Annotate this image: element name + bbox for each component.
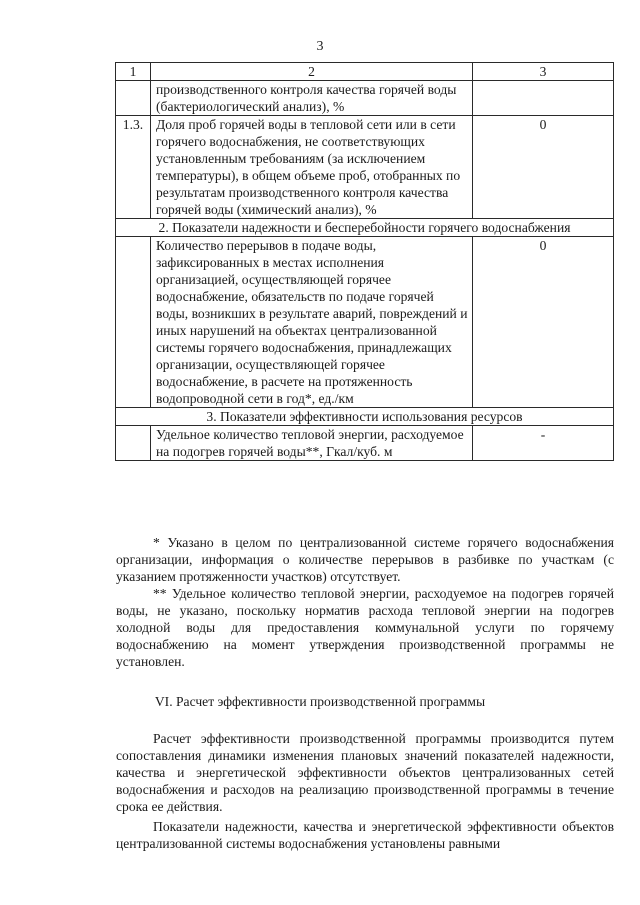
row-number-cell xyxy=(116,426,151,461)
table-header-cell: 2 xyxy=(151,63,473,81)
table-header-row xyxy=(116,63,614,81)
row-number-cell xyxy=(116,81,151,116)
body-text xyxy=(116,730,614,855)
page-number: 3 xyxy=(316,39,324,54)
table-row xyxy=(116,426,614,461)
footnote: ** Удельное количество тепловой энергии, расходуемое на подогрев горячей воды, не указано, поскольку норматив расхода тепловой энергии на подогрев холодной воды для предоставления коммунальной услуги по горячему водоснабжению на момент утверждения производственной программы не установлен. xyxy=(116,586,614,669)
indicator-cell: производственного контроля качества горячей воды (бактериологический анализ), % xyxy=(151,81,473,116)
table-section-row xyxy=(116,408,614,426)
section-heading: VI. Расчет эффективности производственной программы xyxy=(154,694,486,709)
table-row xyxy=(116,237,614,408)
row-number-cell xyxy=(116,237,151,408)
paragraph: Расчет эффективности производственной программы производится путем сопоставления динамики изменения плановых значений показателей надежности, качества и энергетической эффективности объектов централизованных сетей водоснабжения и расходов на реализацию производственной программы в течение срока ее действия. xyxy=(116,731,614,814)
section-title: 3. Показатели эффективности использования ресурсов xyxy=(116,408,614,426)
value-cell: 0 xyxy=(473,116,614,219)
row-number-cell: 1.3. xyxy=(116,116,151,219)
table-row xyxy=(116,116,614,219)
section-title: 2. Показатели надежности и бесперебойности горячего водоснабжения xyxy=(116,219,614,237)
value-cell xyxy=(473,81,614,116)
paragraph: Показатели надежности, качества и энергетической эффективности объектов централизованной системы водоснабжения установлены равными xyxy=(116,819,614,851)
table-row xyxy=(116,81,614,116)
table-header-cell: 3 xyxy=(473,63,614,81)
table-header-cell: 1 xyxy=(116,63,151,81)
indicator-cell: Удельное количество тепловой энергии, расходуемое на подогрев горячей воды**, Гкал/куб. м xyxy=(151,426,473,461)
indicator-cell: Доля проб горячей воды в тепловой сети или в сети горячего водоснабжения, не соответствующих установленным требованиям (за исключением температуры), в общем объеме проб, отобранных по результатам производственного контроля качества горячей воды (химический анализ), % xyxy=(151,116,473,219)
value-cell: 0 xyxy=(473,237,614,408)
indicators-table xyxy=(115,62,614,461)
value-cell: - xyxy=(473,426,614,461)
indicator-cell: Количество перерывов в подаче воды, зафиксированных в местах исполнения организацией, осуществляющей горячее водоснабжение, обязательств по подаче горячей воды, возникших в результате аварий, повреждений и иных нарушений на объектах централизованной системы горячего водоснабжения, принадлежащих организации, осуществляющей горячее водоснабжение, в расчете на протяженность водопроводной сети в год*, ед./км xyxy=(151,237,473,408)
footnote: * Указано в целом по централизованной системе горячего водоснабжения организации, информация о количестве перерывов в разбивке по участкам (с указанием протяженности участков) отсутствует. xyxy=(116,535,614,584)
footnotes xyxy=(116,534,614,670)
table-section-row xyxy=(116,219,614,237)
